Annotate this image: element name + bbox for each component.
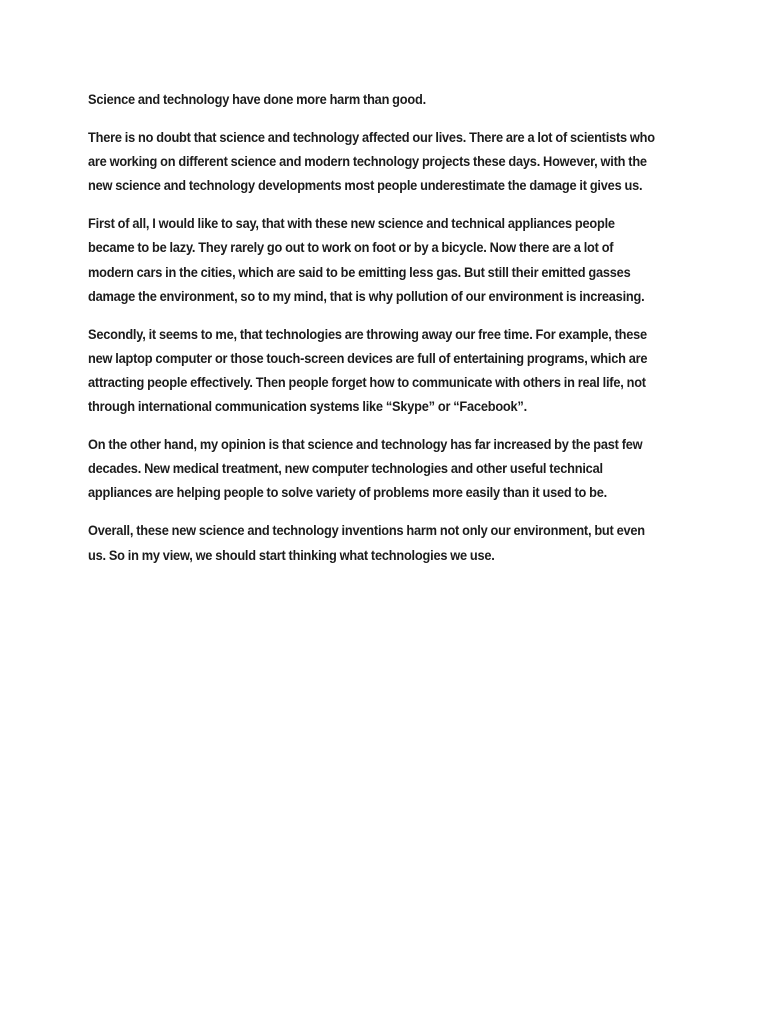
essay-body-first-paragraph: First of all, I would like to say, that with these new science and technical appliances people became to be lazy. They rarely go out to work on foot or by a bicycle. Now there are a lot of modern cars in the cities, which are said to be emitting less gas. But still their emitted gasses damage the environment, so to my mind, that is why pollution of our environment is increasing. <box>88 216 645 304</box>
essay-body-secondly-paragraph: Secondly, it seems to me, that technologies are throwing away our free time. For example, these new laptop computer or those touch-screen devices are full of entertaining programs, which are attracting people effectively. Then people forget how to communicate with others in real life, not through international communication systems like “Skype” or “Facebook”. <box>88 326 648 415</box>
essay-conclusion-paragraph: Overall, these new science and technology inventions harm not only our environment, but even us. So in my view, we should start thinking what technologies we use. <box>88 523 645 563</box>
document-text-body <box>88 88 682 568</box>
essay-body-other-hand-paragraph: On the other hand, my opinion is that science and technology has far increased by the past few decades. New medical treatment, new computer technologies and other useful technical appliances are helping people to solve variety of problems more easily than it used to be. <box>88 437 643 501</box>
essay-title-paragraph: Science and technology have done more harm than good. <box>88 92 426 107</box>
essay-intro-paragraph: There is no doubt that science and technology affected our lives. There are a lot of scientists who are working on different science and modern technology projects these days. However, with the new science and technology developments most people underestimate the damage it gives us. <box>88 130 655 194</box>
